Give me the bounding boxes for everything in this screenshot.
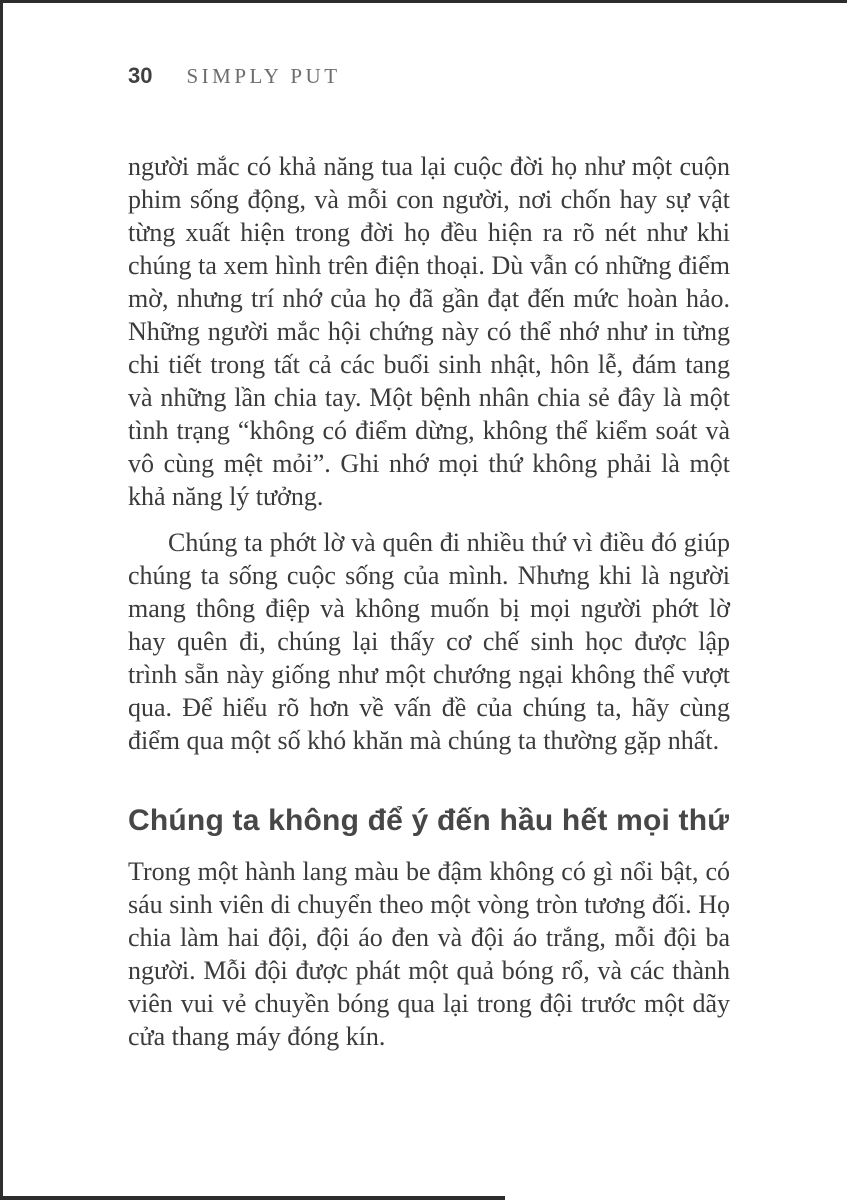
section-heading: Chúng ta không để ý đến hầu hết mọi thứ	[128, 804, 730, 837]
page-number: 30	[128, 63, 153, 88]
page-edge-top	[0, 0, 847, 3]
page-body	[128, 150, 730, 1053]
running-head	[128, 63, 341, 89]
running-title: SIMPLY PUT	[186, 64, 341, 88]
page-edge-left	[0, 0, 3, 1200]
paragraph-basketball-experiment: Trong một hành lang màu be đậm không có gì nổi bật, có sáu sinh viên di chuyển theo một vòng tròn tương đối. Họ chia làm hai đội, đội áo đen và đội áo trắng, mỗi đội ba người. Mỗi đội được phát một quả bóng rổ, và các thành viên vui vẻ chuyền bóng qua lại trong đội trước một dãy cửa thang máy đóng kín.	[128, 857, 730, 1051]
paragraph-memory: người mắc có khả năng tua lại cuộc đời họ như một cuộn phim sống động, và mỗi con người, nơi chốn hay sự vật từng xuất hiện trong đời họ đều hiện ra rõ nét như khi chúng ta xem hình trên điện thoại. Dù vẫn có những điểm mờ, nhưng trí nhớ của họ đã gần đạt đến mức hoàn hảo. Những người mắc hội chứng này có thể nhớ như in từng chi tiết trong tất cả các buổi sinh nhật, hôn lễ, đám tang và những lần chia tay. Một bệnh nhân chia sẻ đây là một tình trạng “không có điểm dừng, không thể kiểm soát và vô cùng mệt mỏi”. Ghi nhớ mọi thứ không phải là một khả năng lý tưởng.	[128, 152, 730, 511]
page-edge-bottom	[0, 1196, 505, 1200]
paragraph-ignore-forget: Chúng ta phớt lờ và quên đi nhiều thứ vì điều đó giúp chúng ta sống cuộc sống của mình. Nhưng khi là người mang thông điệp và không muốn bị mọi người phớt lờ hay quên đi, chúng lại thấy cơ chế sinh học được lập trình sẵn này giống như một chướng ngại không thể vượt qua. Để hiểu rõ hơn về vấn đề của chúng ta, hãy cùng điểm qua một số khó khăn mà chúng ta thường gặp nhất.	[128, 528, 730, 755]
